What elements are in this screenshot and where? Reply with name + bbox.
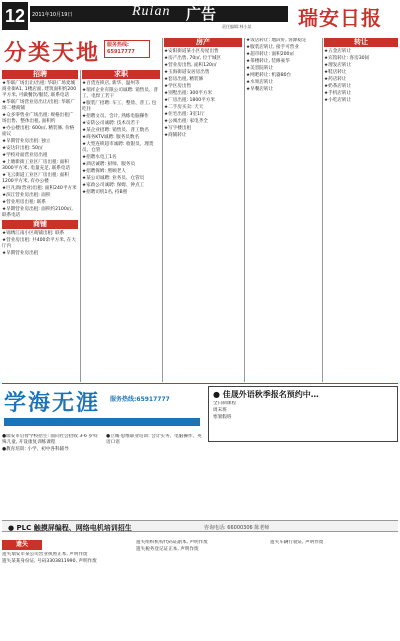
list-item: 遗失某某身份证, 号码3303811990, 声明作废 xyxy=(2,559,97,564)
list-item: ★众多零售业广场出租: 规格出租广场出售、整体出租, 面积约 xyxy=(2,113,74,124)
list-item: ★服装店转让, 接手可营业 xyxy=(246,45,299,50)
list-item: ★公寓出租: 家电齐全 xyxy=(164,119,208,124)
list-item: ★招聘文员、会计, 熟练电脑操作 xyxy=(82,114,149,119)
list-item: ★套房出租, 精装修 xyxy=(164,77,204,82)
study-col-2 xyxy=(106,434,202,516)
list-item: 遗失车辆行驶证, 声明作废 xyxy=(270,540,324,545)
list-item: ★早期营业房出租: 独立 xyxy=(2,139,51,144)
list-item: ★营业房出租: 共400余平方米, 在大厅内 xyxy=(2,238,76,249)
notice-left xyxy=(213,401,299,439)
list-item: ★瑞祥企业有限公司诚聘: 销售员、普工、电焊工若干 xyxy=(82,88,159,99)
list-item: ★早期营业房出租: 面积约2100㎡, 联系电话 xyxy=(2,207,73,218)
study-col-1 xyxy=(2,434,102,516)
section-rule xyxy=(2,383,398,384)
list-item: 遗失税务登记证正本, 声明作废 xyxy=(136,547,199,552)
column-1-head: 招聘 xyxy=(2,70,78,79)
newspaper-logo: 瑞安日报 xyxy=(298,6,382,30)
list-item: ★商铺转让 xyxy=(164,133,187,138)
column-4 xyxy=(246,38,320,382)
list-item: ★药店转让 xyxy=(324,77,347,82)
column-1-sub-head: 商铺 xyxy=(2,220,78,229)
list-item: ★厂房出租: 1800平方米 xyxy=(164,98,215,103)
list-item: ★别墅出租: 300平方米 xyxy=(164,91,213,96)
column-1 xyxy=(2,70,78,382)
list-item: ★宾馆转让: 客房30间 xyxy=(324,56,370,61)
list-item: ★招聘司机1名, 持B照 xyxy=(82,190,128,195)
list-item: ★营业用房出租: 联系 xyxy=(2,200,46,205)
notice-line: 周末班 xyxy=(213,408,227,413)
list-item: 遗失组织机构代码证副本, 声明作废 xyxy=(136,540,208,545)
list-item: ★大型连锁超市诚聘: 收银员、理货员、仓管 xyxy=(82,142,154,153)
list-item: ★办公楼出租: 600㎡, 精装修, 价格面议 xyxy=(2,126,75,137)
column-2 xyxy=(82,70,160,382)
list-item: ★酒店诚聘: 厨师、服务员 xyxy=(82,162,136,167)
list-item: ★华联广场出让/出租: 华联广场麦城商业街A1, 1楼店面, 建筑面积约200平方米, 可做餐饮/服装, 联系电话 xyxy=(2,81,77,98)
classified-title: 分类天地 xyxy=(4,41,101,66)
list-item: ★理发店转让 xyxy=(324,63,352,68)
notice-line: 寒暑假班 xyxy=(213,415,232,420)
list-item: ★巨凡酒(营业)出租: 面积240平方米 xyxy=(2,186,77,191)
list-item: ★商务KTV诚聘: 服务员数名 xyxy=(82,135,140,140)
list-item: ★早餐店转让 xyxy=(246,87,274,92)
list-item: ★奶茶店转让 xyxy=(324,84,352,89)
issue-date: 2011年10月19日 xyxy=(32,12,73,18)
list-item: ★家政公司诚聘: 保姆、钟点工 xyxy=(82,183,145,188)
list-item: ★茶楼转让, 装修豪华 xyxy=(246,59,290,64)
list-item: ★营业房出售, 面积120㎡ xyxy=(164,63,217,68)
list-item: ★飞云街道工业区厂房出租: 面积1200平方米, 有办公楼 xyxy=(2,173,69,184)
study-title: 学海无涯 xyxy=(4,391,101,416)
notice-title: ● 佳晟外语秋季报名预约中… xyxy=(213,390,319,399)
study-phone: 服务热线:65917777 xyxy=(110,396,170,403)
column-divider xyxy=(162,38,163,382)
list-item: ★服装厂招聘: 车工、整烫、普工, 包吃住 xyxy=(82,101,157,112)
classified-phone: 65917777 xyxy=(107,49,135,55)
list-item: ★安阳街道某小区房屋出售 xyxy=(164,49,219,54)
list-item: ★超市转让: 面积200㎡ xyxy=(246,52,295,57)
notice-box xyxy=(208,386,398,442)
list-item: ★学区房出售 xyxy=(164,84,192,89)
list-item: ★某企业招聘: 销售员、普工数名 xyxy=(82,128,149,133)
classified-banner xyxy=(2,36,152,68)
section-name: 广告 xyxy=(186,5,217,23)
list-item: ★鞋店转让 xyxy=(324,70,347,75)
city-name: Ruian xyxy=(132,4,171,19)
plc-bar xyxy=(2,520,398,532)
list-item: ★百货连锁店, 新华、温州等 xyxy=(82,81,140,86)
column-divider xyxy=(244,38,245,382)
list-item: 遗失瑞安市某公司营业执照正本, 声明作废 xyxy=(2,552,88,557)
list-item: ★玉海街道安居房出售 xyxy=(164,70,210,75)
page-number: 12 xyxy=(2,2,28,30)
column-4-head: 转让 xyxy=(324,38,398,47)
lost-col-3 xyxy=(270,540,398,638)
list-item: ★锦绣江南小区商铺出租: 联系 xyxy=(2,231,65,236)
list-item: ★早期营业房出租 xyxy=(2,251,39,256)
notice-line: 全日制课程 xyxy=(213,401,236,406)
editor-line: 责任编辑:林小某 xyxy=(222,24,252,29)
list-item: ★网吧转让: 机器80台 xyxy=(246,73,292,78)
list-item: ★房产出售, 70㎡, 位于城区 xyxy=(164,56,222,61)
lost-col-2 xyxy=(136,540,266,638)
column-5 xyxy=(324,38,398,382)
study-banner xyxy=(2,386,198,432)
classified-phone-box xyxy=(104,40,150,58)
list-item: ★手机店转让 xyxy=(324,91,352,96)
plc-text: ● PLC 触摸屏编程、网络电机培训招生 xyxy=(8,524,132,532)
column-divider xyxy=(80,70,81,382)
column-3-head: 房产 xyxy=(164,38,242,47)
list-item: ★招聘水电工1名 xyxy=(82,155,117,160)
plc-tel: 咨询电话: 66000306 陈老师 xyxy=(204,525,270,531)
list-item: ★华联广场营业房出让/出租: 华联广场二楼商铺 xyxy=(2,100,75,111)
masthead xyxy=(0,0,400,34)
column-divider xyxy=(322,38,323,382)
column-3 xyxy=(164,38,242,382)
list-item: ★写字楼出租 xyxy=(164,126,192,131)
list-item: ★小吃店转让 xyxy=(324,98,352,103)
column-2-head: 求职 xyxy=(82,70,160,79)
lost-col-1 xyxy=(2,552,132,638)
list-item: ●立城·思维职业培训: 会计实务、电脑操作、英语口语 xyxy=(106,434,202,445)
list-item: ★五金店转让 xyxy=(324,49,352,54)
list-item: ★某公司诚聘: 业务员、仓管员 xyxy=(82,176,145,181)
list-item: ★饭店转让: 地段好, 客源稳定 xyxy=(246,38,307,43)
list-item: ★二手房买卖: 天天 xyxy=(164,105,204,110)
list-item: ★水果店转让 xyxy=(246,80,274,85)
list-item: ●教育培训: 小学、初中各科辅导 xyxy=(2,447,69,452)
list-item: ★住宅出租: 3室1厅 xyxy=(164,112,205,117)
list-item: ★滨江营业房出租: 面积 xyxy=(2,193,51,198)
list-item: ★安达轩出租: 50㎡ xyxy=(2,146,43,151)
lost-head: 遗失 xyxy=(2,540,42,550)
list-item: ●瑞安市启智学校招生: 面向社会招收 3-6 岁特殊儿童, 开设康复训练课程 xyxy=(2,434,98,445)
list-item: ★学校对面营业房出租 xyxy=(2,153,48,158)
list-item: ★招聘保姆: 照顾老人 xyxy=(82,169,126,174)
list-item: ★安防公司诚聘: 技术员若干 xyxy=(82,121,140,126)
list-item: ★上塘新街工业区厂房出租: 面积3000平方米, 电量充足, 联系电话 xyxy=(2,160,71,171)
list-item: ★美容院转让 xyxy=(246,66,274,71)
classified-phone-label: 服务热线: xyxy=(107,42,129,48)
study-bar xyxy=(4,418,200,426)
